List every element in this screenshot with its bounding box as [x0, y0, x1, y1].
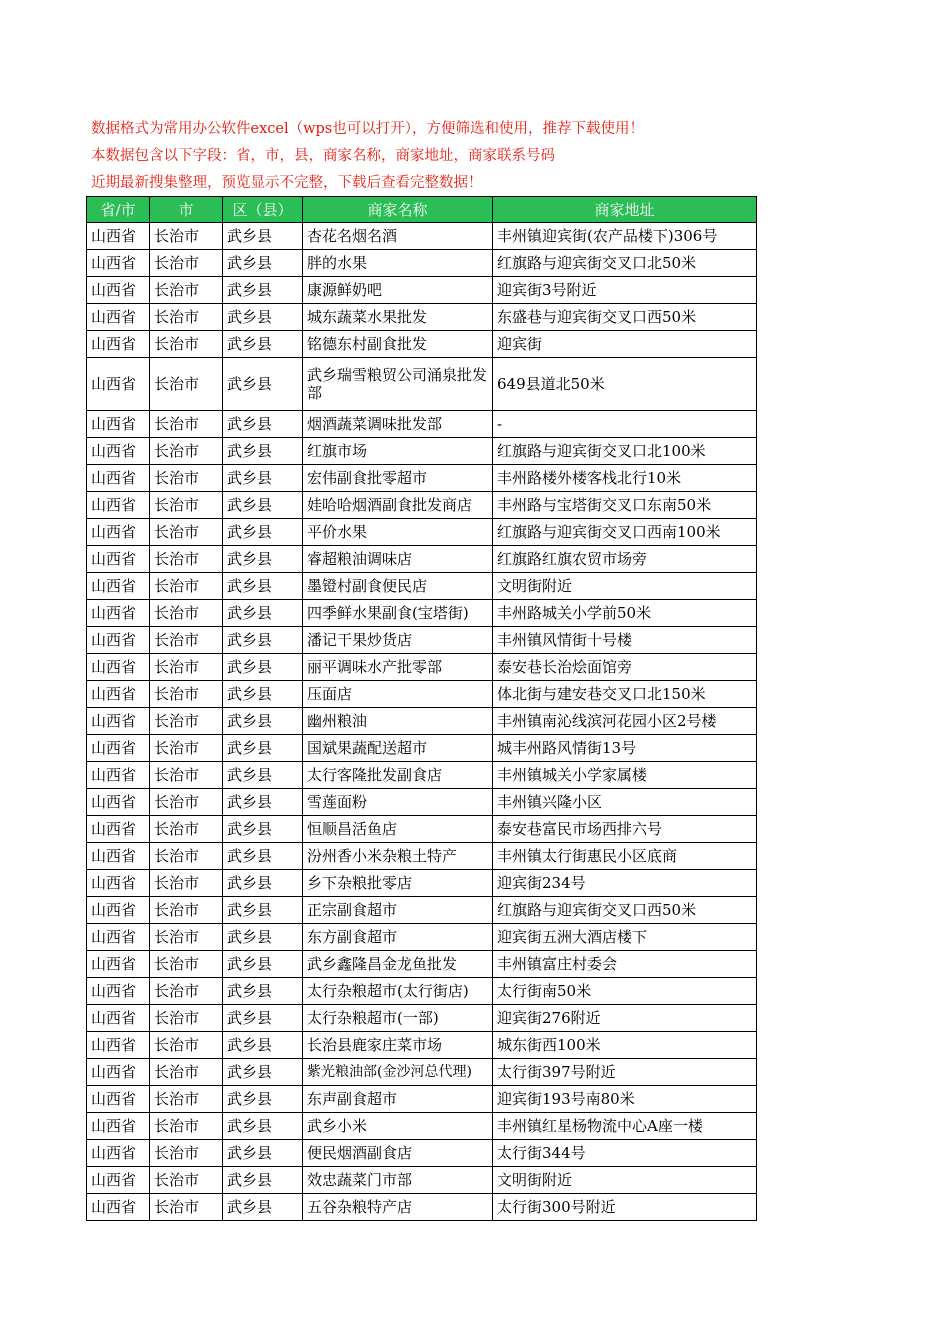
cell-merchant-address: 太行街344号	[493, 1140, 757, 1167]
cell-county: 武乡县	[223, 1140, 303, 1167]
cell-city: 长治市	[150, 331, 223, 358]
cell-merchant-address: 红旗路红旗农贸市场旁	[493, 546, 757, 573]
note-line: 本数据包含以下字段：省，市，县，商家名称，商家地址，商家联系号码	[91, 148, 555, 164]
cell-province: 山西省	[87, 438, 150, 465]
cell-merchant-name: 便民烟酒副食店	[303, 1140, 493, 1167]
cell-province: 山西省	[87, 762, 150, 789]
cell-county: 武乡县	[223, 465, 303, 492]
cell-merchant-name: 效忠蔬菜门市部	[303, 1167, 493, 1194]
cell-province: 山西省	[87, 681, 150, 708]
cell-city: 长治市	[150, 492, 223, 519]
cell-county: 武乡县	[223, 708, 303, 735]
cell-county: 武乡县	[223, 411, 303, 438]
cell-merchant-name: 墨镫村副食便民店	[303, 573, 493, 600]
cell-province: 山西省	[87, 519, 150, 546]
cell-province: 山西省	[87, 708, 150, 735]
cell-city: 长治市	[150, 1005, 223, 1032]
cell-merchant-name: 康源鲜奶吧	[303, 277, 493, 304]
cell-province: 山西省	[87, 924, 150, 951]
cell-merchant-address: 东盛巷与迎宾街交叉口西50米	[493, 304, 757, 331]
cell-merchant-address: 丰州镇富庄村委会	[493, 951, 757, 978]
cell-city: 长治市	[150, 789, 223, 816]
cell-province: 山西省	[87, 1113, 150, 1140]
cell-county: 武乡县	[223, 331, 303, 358]
cell-county: 武乡县	[223, 573, 303, 600]
cell-county: 武乡县	[223, 600, 303, 627]
cell-city: 长治市	[150, 438, 223, 465]
cell-province: 山西省	[87, 1086, 150, 1113]
cell-county: 武乡县	[223, 870, 303, 897]
table-row	[87, 789, 757, 816]
cell-county: 武乡县	[223, 223, 303, 250]
cell-county: 武乡县	[223, 897, 303, 924]
table-row	[87, 438, 757, 465]
cell-county: 武乡县	[223, 978, 303, 1005]
cell-merchant-name: 正宗副食超市	[303, 897, 493, 924]
cell-province: 山西省	[87, 1194, 150, 1221]
cell-city: 长治市	[150, 519, 223, 546]
table-row	[87, 411, 757, 438]
cell-city: 长治市	[150, 573, 223, 600]
cell-province: 山西省	[87, 546, 150, 573]
cell-province: 山西省	[87, 897, 150, 924]
cell-county: 武乡县	[223, 438, 303, 465]
cell-province: 山西省	[87, 1167, 150, 1194]
cell-merchant-address: 649县道北50米	[493, 358, 757, 411]
cell-province: 山西省	[87, 358, 150, 411]
cell-city: 长治市	[150, 708, 223, 735]
cell-county: 武乡县	[223, 358, 303, 411]
cell-province: 山西省	[87, 600, 150, 627]
cell-county: 武乡县	[223, 627, 303, 654]
cell-county: 武乡县	[223, 1059, 303, 1086]
cell-merchant-address: 丰州镇城关小学家属楼	[493, 762, 757, 789]
cell-merchant-address: 丰州镇太行街惠民小区底商	[493, 843, 757, 870]
cell-merchant-name: 东声副食超市	[303, 1086, 493, 1113]
cell-province: 山西省	[87, 1032, 150, 1059]
table-row	[87, 573, 757, 600]
cell-city: 长治市	[150, 546, 223, 573]
cell-county: 武乡县	[223, 492, 303, 519]
table-row	[87, 708, 757, 735]
cell-merchant-name: 四季鲜水果副食(宝塔街)	[303, 600, 493, 627]
table-row	[87, 735, 757, 762]
cell-merchant-address: 文明街附近	[493, 1167, 757, 1194]
cell-merchant-address: 丰州镇红星杨物流中心A座一楼	[493, 1113, 757, 1140]
cell-province: 山西省	[87, 331, 150, 358]
cell-county: 武乡县	[223, 519, 303, 546]
cell-county: 武乡县	[223, 1113, 303, 1140]
cell-merchant-address: 丰州镇风情街十号楼	[493, 627, 757, 654]
header-merchant-name: 商家名称	[303, 197, 493, 223]
cell-merchant-address: 文明街附近	[493, 573, 757, 600]
cell-merchant-address: 红旗路与迎宾街交叉口北100米	[493, 438, 757, 465]
table-row	[87, 897, 757, 924]
cell-city: 长治市	[150, 978, 223, 1005]
cell-province: 山西省	[87, 304, 150, 331]
cell-county: 武乡县	[223, 681, 303, 708]
cell-merchant-name: 杏花名烟名酒	[303, 223, 493, 250]
table-row	[87, 546, 757, 573]
cell-merchant-name: 压面店	[303, 681, 493, 708]
note-line: 数据格式为常用办公软件excel（wps也可以打开），方便筛选和使用，推荐下载使用！	[91, 121, 644, 137]
table-row	[87, 1194, 757, 1221]
table-header-row	[87, 197, 757, 223]
table-row	[87, 277, 757, 304]
cell-county: 武乡县	[223, 1167, 303, 1194]
cell-merchant-address: 红旗路与迎宾街交叉口西南100米	[493, 519, 757, 546]
cell-merchant-name: 太行杂粮超市(一部)	[303, 1005, 493, 1032]
cell-city: 长治市	[150, 411, 223, 438]
cell-merchant-name: 平价水果	[303, 519, 493, 546]
cell-county: 武乡县	[223, 1086, 303, 1113]
cell-merchant-address: 红旗路与迎宾街交叉口北50米	[493, 250, 757, 277]
cell-city: 长治市	[150, 1140, 223, 1167]
cell-city: 长治市	[150, 681, 223, 708]
cell-city: 长治市	[150, 1113, 223, 1140]
table-row	[87, 978, 757, 1005]
cell-province: 山西省	[87, 870, 150, 897]
cell-merchant-address: -	[493, 411, 757, 438]
table-row	[87, 1059, 757, 1086]
cell-merchant-name: 雪莲面粉	[303, 789, 493, 816]
cell-county: 武乡县	[223, 735, 303, 762]
cell-province: 山西省	[87, 735, 150, 762]
cell-city: 长治市	[150, 762, 223, 789]
cell-merchant-address: 丰州镇迎宾街(农产品楼下)306号	[493, 223, 757, 250]
cell-city: 长治市	[150, 600, 223, 627]
cell-county: 武乡县	[223, 951, 303, 978]
cell-province: 山西省	[87, 1140, 150, 1167]
cell-city: 长治市	[150, 358, 223, 411]
cell-province: 山西省	[87, 789, 150, 816]
cell-merchant-name: 铭德东村副食批发	[303, 331, 493, 358]
table-row	[87, 1005, 757, 1032]
cell-merchant-name: 紫光粮油部(金沙河总代理)	[303, 1059, 493, 1086]
table-row	[87, 654, 757, 681]
table-row	[87, 843, 757, 870]
table-row	[87, 492, 757, 519]
cell-merchant-address: 丰州路城关小学前50米	[493, 600, 757, 627]
cell-merchant-address: 丰州镇兴隆小区	[493, 789, 757, 816]
cell-merchant-name: 太行杂粮超市(太行街店)	[303, 978, 493, 1005]
cell-merchant-name: 太行客隆批发副食店	[303, 762, 493, 789]
cell-merchant-name: 国斌果蔬配送超市	[303, 735, 493, 762]
header-county: 区（县）	[223, 197, 303, 223]
table-row	[87, 519, 757, 546]
cell-city: 长治市	[150, 897, 223, 924]
cell-merchant-address: 太行街南50米	[493, 978, 757, 1005]
cell-merchant-name: 五谷杂粮特产店	[303, 1194, 493, 1221]
cell-merchant-name: 恒顺昌活鱼店	[303, 816, 493, 843]
cell-merchant-name: 烟酒蔬菜调味批发部	[303, 411, 493, 438]
table-row	[87, 1086, 757, 1113]
table-row	[87, 870, 757, 897]
cell-province: 山西省	[87, 843, 150, 870]
cell-city: 长治市	[150, 1167, 223, 1194]
cell-merchant-name: 城东蔬菜水果批发	[303, 304, 493, 331]
table-row	[87, 1032, 757, 1059]
cell-province: 山西省	[87, 816, 150, 843]
cell-county: 武乡县	[223, 924, 303, 951]
merchant-table	[86, 196, 757, 1221]
cell-merchant-name: 长治县鹿家庄菜市场	[303, 1032, 493, 1059]
cell-county: 武乡县	[223, 1005, 303, 1032]
table-row	[87, 1113, 757, 1140]
table-row	[87, 465, 757, 492]
table-row	[87, 358, 757, 411]
cell-merchant-name: 武乡瑞雪粮贸公司涌泉批发部	[303, 358, 493, 411]
cell-merchant-name: 丽平调味水产批零部	[303, 654, 493, 681]
cell-merchant-name: 武乡鑫隆昌金龙鱼批发	[303, 951, 493, 978]
cell-province: 山西省	[87, 627, 150, 654]
cell-province: 山西省	[87, 492, 150, 519]
header-city: 市	[150, 197, 223, 223]
cell-merchant-address: 丰州镇南沁线滨河花园小区2号楼	[493, 708, 757, 735]
cell-merchant-name: 潘记干果炒货店	[303, 627, 493, 654]
cell-province: 山西省	[87, 250, 150, 277]
cell-city: 长治市	[150, 843, 223, 870]
cell-county: 武乡县	[223, 304, 303, 331]
cell-province: 山西省	[87, 223, 150, 250]
cell-merchant-address: 城丰州路风情街13号	[493, 735, 757, 762]
cell-city: 长治市	[150, 951, 223, 978]
header-merchant-address: 商家地址	[493, 197, 757, 223]
cell-city: 长治市	[150, 1032, 223, 1059]
cell-province: 山西省	[87, 1005, 150, 1032]
table-row	[87, 627, 757, 654]
cell-county: 武乡县	[223, 843, 303, 870]
cell-city: 长治市	[150, 1059, 223, 1086]
table-row	[87, 304, 757, 331]
table-row	[87, 223, 757, 250]
cell-province: 山西省	[87, 277, 150, 304]
table-row	[87, 1140, 757, 1167]
cell-city: 长治市	[150, 870, 223, 897]
cell-province: 山西省	[87, 951, 150, 978]
cell-city: 长治市	[150, 465, 223, 492]
cell-city: 长治市	[150, 277, 223, 304]
cell-merchant-address: 迎宾街	[493, 331, 757, 358]
cell-province: 山西省	[87, 1059, 150, 1086]
cell-city: 长治市	[150, 654, 223, 681]
cell-county: 武乡县	[223, 816, 303, 843]
cell-county: 武乡县	[223, 250, 303, 277]
cell-merchant-address: 泰安巷富民市场西排六号	[493, 816, 757, 843]
cell-county: 武乡县	[223, 1032, 303, 1059]
cell-city: 长治市	[150, 627, 223, 654]
cell-province: 山西省	[87, 654, 150, 681]
cell-city: 长治市	[150, 1086, 223, 1113]
cell-merchant-address: 丰州路与宝塔街交叉口东南50米	[493, 492, 757, 519]
cell-merchant-name: 胖的水果	[303, 250, 493, 277]
cell-merchant-name: 乡下杂粮批零店	[303, 870, 493, 897]
table-row	[87, 600, 757, 627]
cell-merchant-address: 迎宾街193号南80米	[493, 1086, 757, 1113]
cell-merchant-name: 幽州粮油	[303, 708, 493, 735]
cell-merchant-name: 宏伟副食批零超市	[303, 465, 493, 492]
cell-merchant-address: 丰州路楼外楼客栈北行10米	[493, 465, 757, 492]
cell-merchant-name: 武乡小米	[303, 1113, 493, 1140]
cell-merchant-name: 东方副食超市	[303, 924, 493, 951]
cell-merchant-address: 迎宾街五洲大酒店楼下	[493, 924, 757, 951]
cell-merchant-address: 红旗路与迎宾街交叉口西50米	[493, 897, 757, 924]
cell-merchant-address: 迎宾街3号附近	[493, 277, 757, 304]
cell-merchant-address: 城东街西100米	[493, 1032, 757, 1059]
cell-merchant-name: 汾州香小米杂粮土特产	[303, 843, 493, 870]
cell-merchant-address: 太行街300号附近	[493, 1194, 757, 1221]
cell-province: 山西省	[87, 978, 150, 1005]
cell-province: 山西省	[87, 411, 150, 438]
cell-merchant-address: 体北街与建安巷交叉口北150米	[493, 681, 757, 708]
table-row	[87, 951, 757, 978]
cell-merchant-name: 娃哈哈烟酒副食批发商店	[303, 492, 493, 519]
cell-county: 武乡县	[223, 546, 303, 573]
cell-merchant-address: 泰安巷长治烩面馆旁	[493, 654, 757, 681]
cell-city: 长治市	[150, 304, 223, 331]
cell-county: 武乡县	[223, 277, 303, 304]
notes	[91, 116, 644, 197]
table-row	[87, 250, 757, 277]
note-line: 近期最新搜集整理，预览显示不完整，下载后查看完整数据！	[91, 175, 483, 191]
cell-merchant-address: 迎宾街276附近	[493, 1005, 757, 1032]
cell-merchant-address: 太行街397号附近	[493, 1059, 757, 1086]
cell-county: 武乡县	[223, 1194, 303, 1221]
header-province: 省/市	[87, 197, 150, 223]
table-row	[87, 924, 757, 951]
table-row	[87, 681, 757, 708]
table-row	[87, 762, 757, 789]
cell-merchant-address: 迎宾街234号	[493, 870, 757, 897]
cell-city: 长治市	[150, 1194, 223, 1221]
cell-county: 武乡县	[223, 789, 303, 816]
cell-city: 长治市	[150, 816, 223, 843]
cell-province: 山西省	[87, 573, 150, 600]
cell-merchant-name: 红旗市场	[303, 438, 493, 465]
cell-county: 武乡县	[223, 654, 303, 681]
cell-city: 长治市	[150, 223, 223, 250]
cell-province: 山西省	[87, 465, 150, 492]
table-row	[87, 1167, 757, 1194]
table-row	[87, 816, 757, 843]
table-row	[87, 331, 757, 358]
cell-city: 长治市	[150, 735, 223, 762]
cell-city: 长治市	[150, 924, 223, 951]
cell-merchant-name: 睿超粮油调味店	[303, 546, 493, 573]
cell-county: 武乡县	[223, 762, 303, 789]
cell-city: 长治市	[150, 250, 223, 277]
